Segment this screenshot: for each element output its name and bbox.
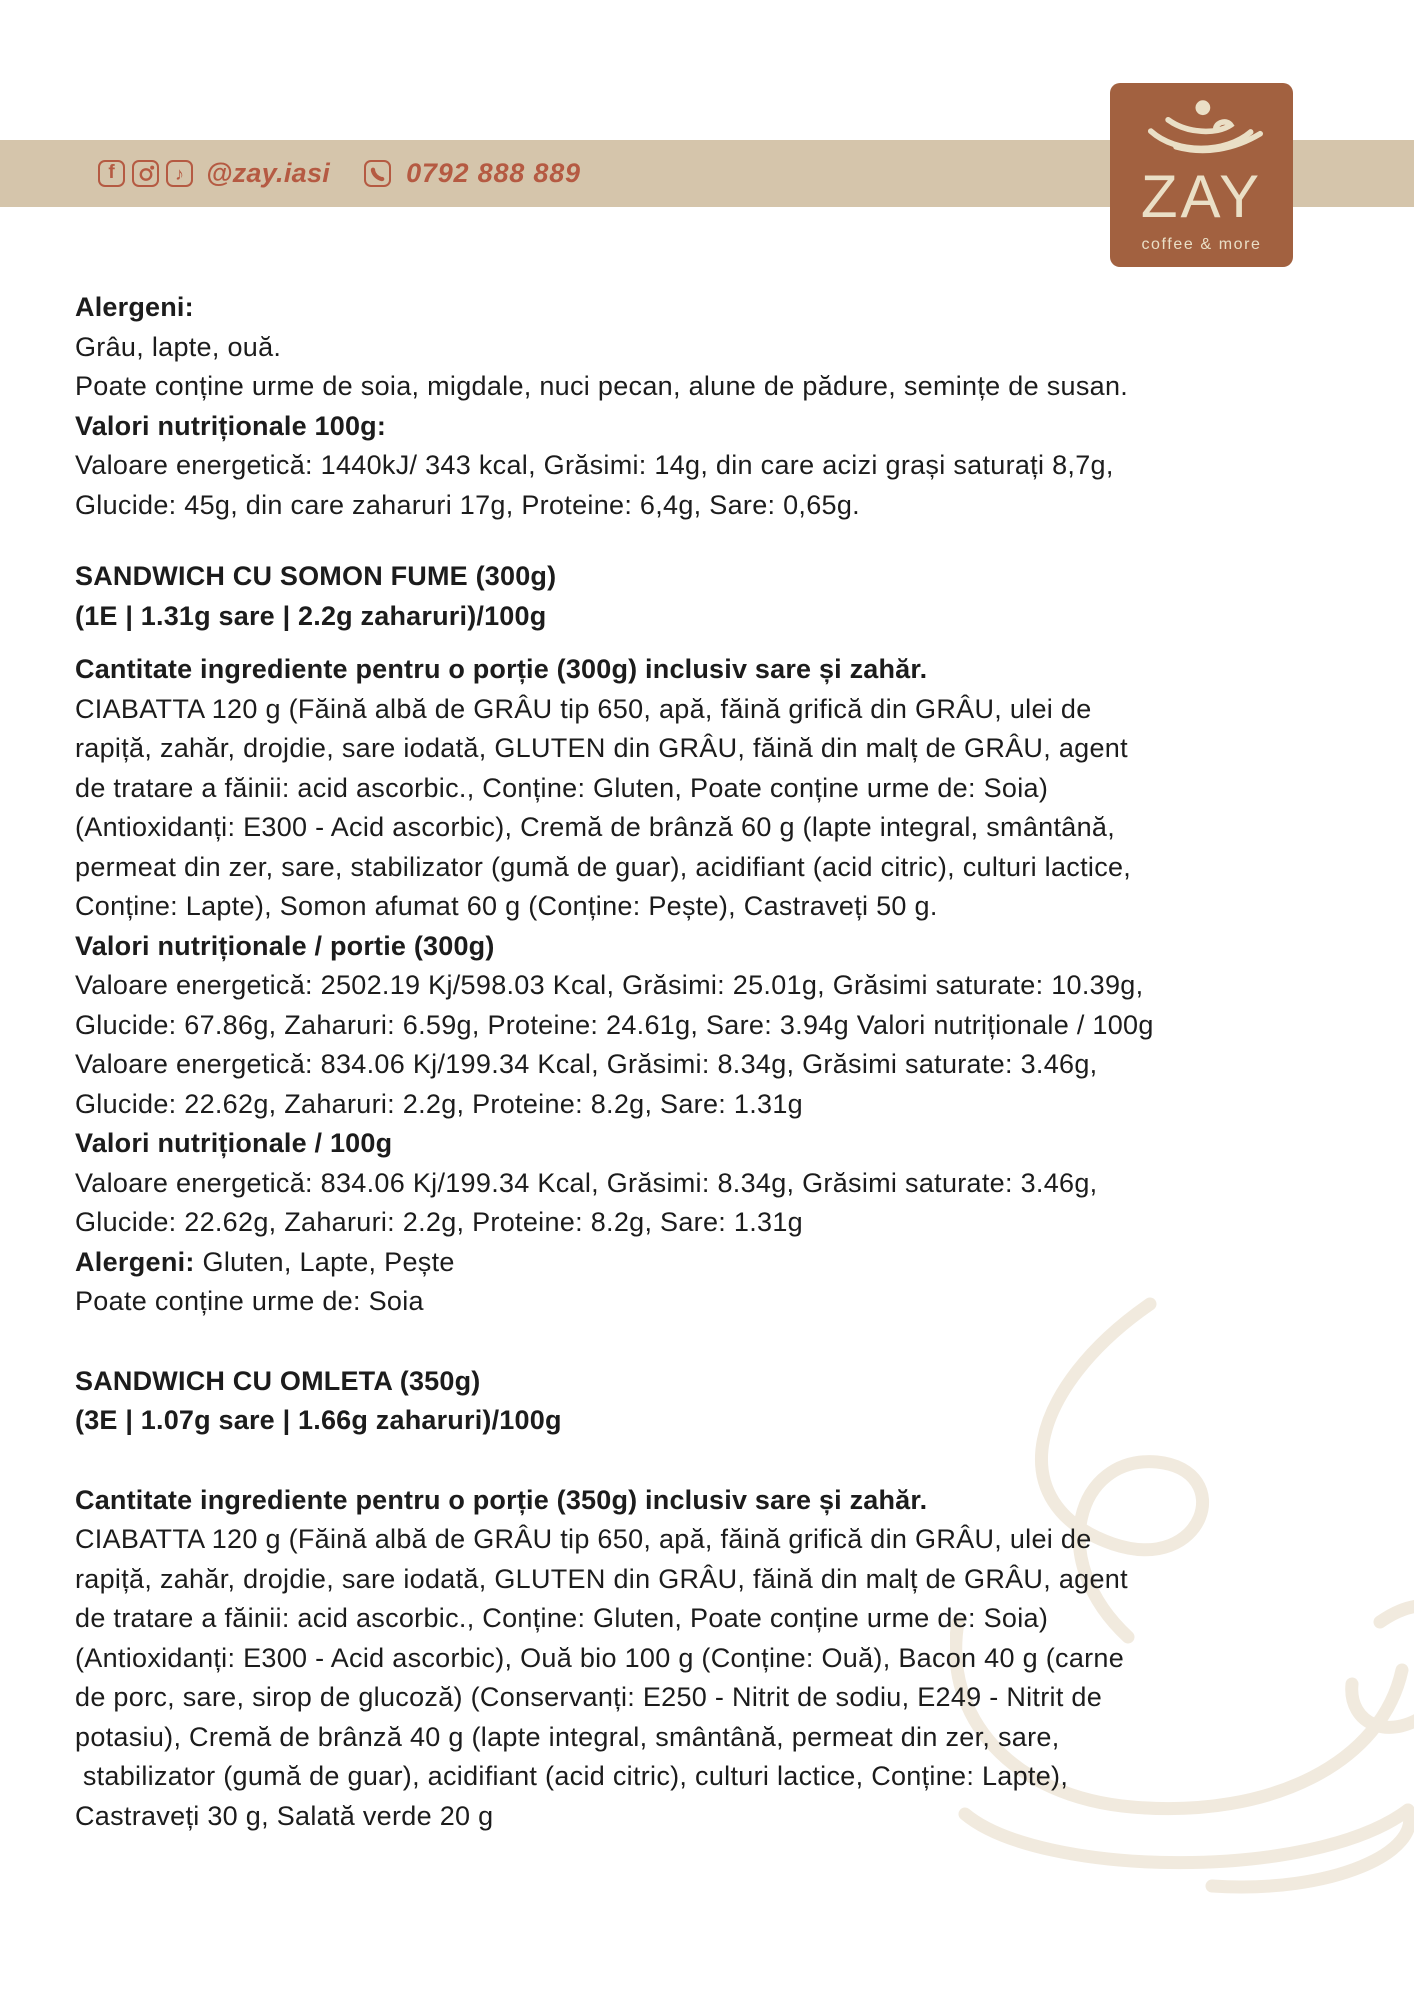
- text-line: de tratare a făinii: acid ascorbic., Conține: Gluten, Poate conține urme de: Soia): [75, 772, 1049, 803]
- text-line: (1E | 1.31g sare | 2.2g zaharuri)/100g: [75, 600, 547, 631]
- text-line: SANDWICH CU OMLETA (350g): [75, 1365, 481, 1396]
- text-line: Poate conține urme de: Soia: [75, 1286, 424, 1316]
- instagram-glyph: [135, 163, 157, 185]
- phone-number: 0792 888 889: [406, 158, 581, 188]
- social-handle: @zay.iasi: [206, 158, 331, 188]
- text-line: (Antioxidanți: E300 - Acid ascorbic), Cremă de brânză 60 g (lapte integral, smântână,: [75, 812, 1116, 842]
- tiktok-glyph: ♪: [175, 163, 184, 184]
- text-line: CIABATTA 120 g (Făină albă de GRÂU tip 650, apă, făină grifică din GRÂU, ulei de: [75, 1524, 1092, 1554]
- content: [75, 288, 1375, 1836]
- text-line: stabilizator (gumă de guar), acidifiant (acid citric), culturi lactice, Conține: Lapte),: [75, 1761, 1069, 1791]
- text-line: Alergeni:: [75, 292, 194, 322]
- text-line: SANDWICH CU SOMON FUME (300g): [75, 561, 557, 591]
- text-line: Valori nutriționale / portie (300g): [75, 930, 495, 961]
- brand-tagline: coffee & more: [1141, 235, 1262, 253]
- text-line: rapiță, zahăr, drojdie, sare iodată, GLUTEN din GRÂU, făină din malț de GRÂU, agent: [75, 1563, 1128, 1594]
- tiktok-icon[interactable]: [166, 160, 193, 187]
- text-line: Valoare energetică: 1440kJ/ 343 kcal, Grăsimi: 14g, din care acizi grași saturați 8,7g,: [75, 450, 1114, 480]
- text-line: Valori nutriționale / 100g: [75, 1128, 393, 1158]
- text-line: CIABATTA 120 g (Făină albă de GRÂU tip 650, apă, făină grifică din GRÂU, ulei de: [75, 693, 1092, 724]
- phone-group[interactable]: [364, 158, 581, 189]
- text-line: potasiu), Cremă de brânză 40 g (lapte integral, smântână, permeat din zer, sare,: [75, 1721, 1060, 1752]
- text-line: de porc, sare, sirop de glucoză) (Conservanți: E250 - Nitrit de sodiu, E249 - Nitrit de: [75, 1682, 1103, 1712]
- text-line: rapiță, zahăr, drojdie, sare iodată, GLUTEN din GRÂU, făină din malț de GRÂU, agent: [75, 733, 1128, 763]
- phone-icon: [364, 160, 391, 187]
- text-line: Poate conține urme de soia, migdale, nuci pecan, alune de pădure, semințe de susan.: [75, 371, 1129, 401]
- text-line: Glucide: 22.62g, Zaharuri: 2.2g, Proteine: 8.2g, Sare: 1.31g: [75, 1088, 803, 1119]
- text-line: Valori nutriționale 100g:: [75, 410, 387, 441]
- text-line: Valoare energetică: 834.06 Kj/199.34 Kcal, Grăsimi: 8.34g, Grăsimi saturate: 3.46g,: [75, 1049, 1098, 1079]
- text-line: Castraveți 30 g, Salată verde 20 g: [75, 1800, 494, 1831]
- facebook-glyph: f: [108, 162, 115, 183]
- text-line: Glucide: 67.86g, Zaharuri: 6.59g, Proteine: 24.61g, Sare: 3.94g Valori nutriționale / 100g: [75, 1009, 1154, 1040]
- text-line: Cantitate ingrediente pentru o porție (300g) inclusiv sare și zahăr.: [75, 654, 928, 684]
- text-line: Glucide: 22.62g, Zaharuri: 2.2g, Proteine: 8.2g, Sare: 1.31g: [75, 1207, 803, 1237]
- brand-name: ZAY: [1140, 162, 1263, 230]
- nest-icon: [1136, 99, 1268, 165]
- text-line: Grâu, lapte, ouă.: [75, 331, 282, 362]
- text-line: (Antioxidanți: E300 - Acid ascorbic), Ouă bio 100 g (Conține: Ouă), Bacon 40 g (carne: [75, 1642, 1125, 1673]
- facebook-icon[interactable]: [98, 160, 125, 187]
- text-line: Cantitate ingrediente pentru o porție (350g) inclusiv sare și zahăr.: [75, 1484, 928, 1515]
- social-row: [98, 140, 581, 207]
- text-line: Conține: Lapte), Somon afumat 60 g (Conține: Pește), Castraveți 50 g.: [75, 891, 938, 921]
- phone-glyph: [368, 164, 388, 184]
- text-line: de tratare a făinii: acid ascorbic., Conține: Gluten, Poate conține urme de: Soia): [75, 1603, 1049, 1633]
- brand-logo: [1110, 83, 1293, 267]
- text-line: (3E | 1.07g sare | 1.66g zaharuri)/100g: [75, 1405, 562, 1435]
- text-line: Glucide: 45g, din care zaharuri 17g, Proteine: 6,4g, Sare: 0,65g.: [75, 489, 860, 520]
- instagram-icon[interactable]: [132, 160, 159, 187]
- text-line: Valoare energetică: 834.06 Kj/199.34 Kcal, Grăsimi: 8.34g, Grăsimi saturate: 3.46g,: [75, 1167, 1098, 1198]
- text-line: Valoare energetică: 2502.19 Kj/598.03 Kcal, Grăsimi: 25.01g, Grăsimi saturate: 10.39g,: [75, 970, 1144, 1000]
- text-line: Alergeni: Gluten, Lapte, Pește: [75, 1246, 455, 1277]
- text-line: permeat din zer, sare, stabilizator (gumă de guar), acidifiant (acid citric), culturi lactice,: [75, 851, 1132, 882]
